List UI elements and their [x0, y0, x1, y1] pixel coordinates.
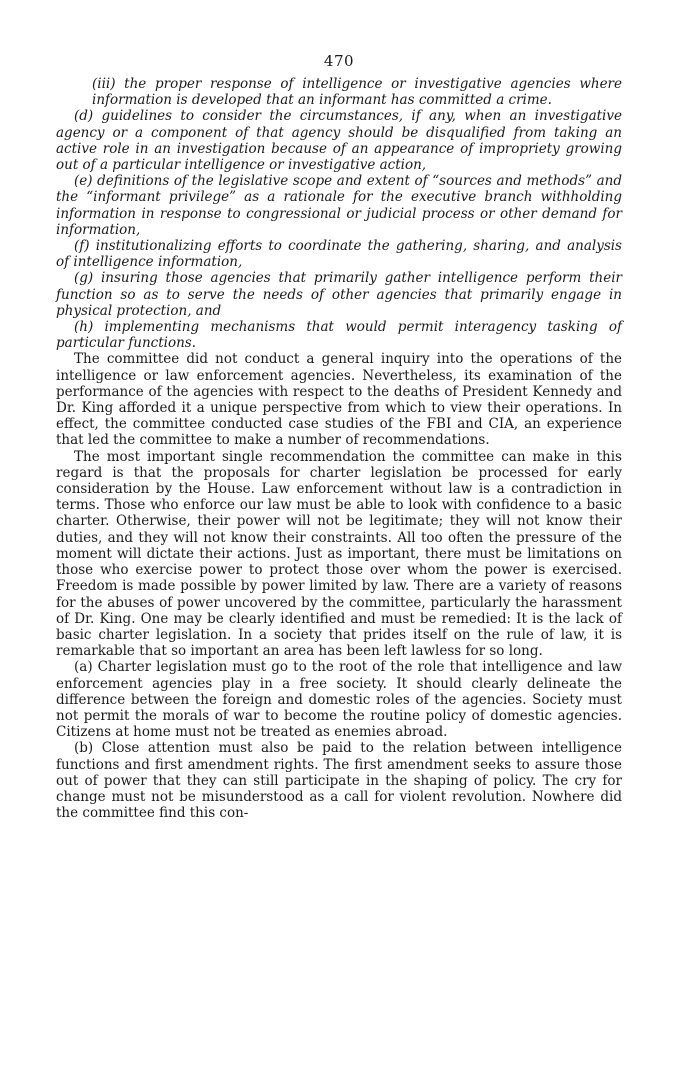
list-item-d: (d) guidelines to consider the circumstances, if any, when an investigative agency or a component of that agency should be disqualified from taking an active role in an investigation because of an appearance of impropriety growing out of a particular intelligence or investigative action, [56, 108, 622, 174]
paragraph-b: (b) Close attention must also be paid to the relation between intelligence functions and first amendment rights. The first amendment seeks to assure those out of power that they can still participate in the shaping of policy. The cry for change must not be misunderstood as a call for violent revolution. Nowhere did the committee find this con- [56, 740, 622, 822]
paragraph-inquiry: The committee did not conduct a general inquiry into the operations of the intelligence or law enforcement agencies. Nevertheless, its examination of the performance of the agencies with respect to the deaths of President Kennedy and Dr. King afforded it a unique perspective from which to view their operations. In effect, the committee conducted case studies of the FBI and CIA, an experience that led the committee to make a number of recommendations. [56, 351, 622, 449]
document-page [56, 52, 622, 821]
paragraph-charter-recommendation: The most important single recommendation the committee can make in this regard is that the proposals for charter legislation be processed for early consideration by the House. Law enforcement without law is a contradiction in terms. Those who enforce our law must be able to look with confidence to a basic charter. Otherwise, their power will not be legitimate; they will not know their duties, and they will not know their constraints. All too often the pressure of the moment will dictate their actions. Just as important, there must be limitations on those who exercise power to protect those over whom the power is exercised. Freedom is made possible by power limited by law. There are a variety of reasons for the abuses of power uncovered by the committee, particularly the harassment of Dr. King. One may be clearly identified and must be remedied: It is the lack of basic charter legislation. In a society that prides itself on the rule of law, it is remarkable that so important an area has been left lawless for so long. [56, 448, 622, 660]
body-text [56, 351, 622, 821]
list-item-h: (h) implementing mechanisms that would permit interagency tasking of particular functions. [56, 319, 622, 352]
recommendation-list [56, 76, 622, 351]
paragraph-a: (a) Charter legislation must go to the root of the role that intelligence and law enforcement agencies play in a free society. It should clearly delineate the difference between the foreign and domestic roles of the agencies. Society must not permit the morals of war to become the routine policy of domestic agencies. Citizens at home must not be treated as enemies abroad. [56, 659, 622, 741]
list-item-g: (g) insuring those agencies that primarily gather intelligence perform their function so as to serve the needs of other agencies that primarily engage in physical protection, and [56, 270, 622, 319]
page-number: 470 [323, 52, 355, 70]
list-item-iii: (iii) the proper response of intelligence or investigative agencies where information is developed that an informant has committed a crime. [92, 76, 622, 109]
list-item-f: (f) institutionalizing efforts to coordinate the gathering, sharing, and analysis of intelligence information, [56, 238, 622, 271]
list-item-e: (e) definitions of the legislative scope and extent of “sources and methods” and the “informant privilege” as a rationale for the executive branch withholding information in response to congressional or judicial process or other demand for information, [56, 173, 622, 238]
